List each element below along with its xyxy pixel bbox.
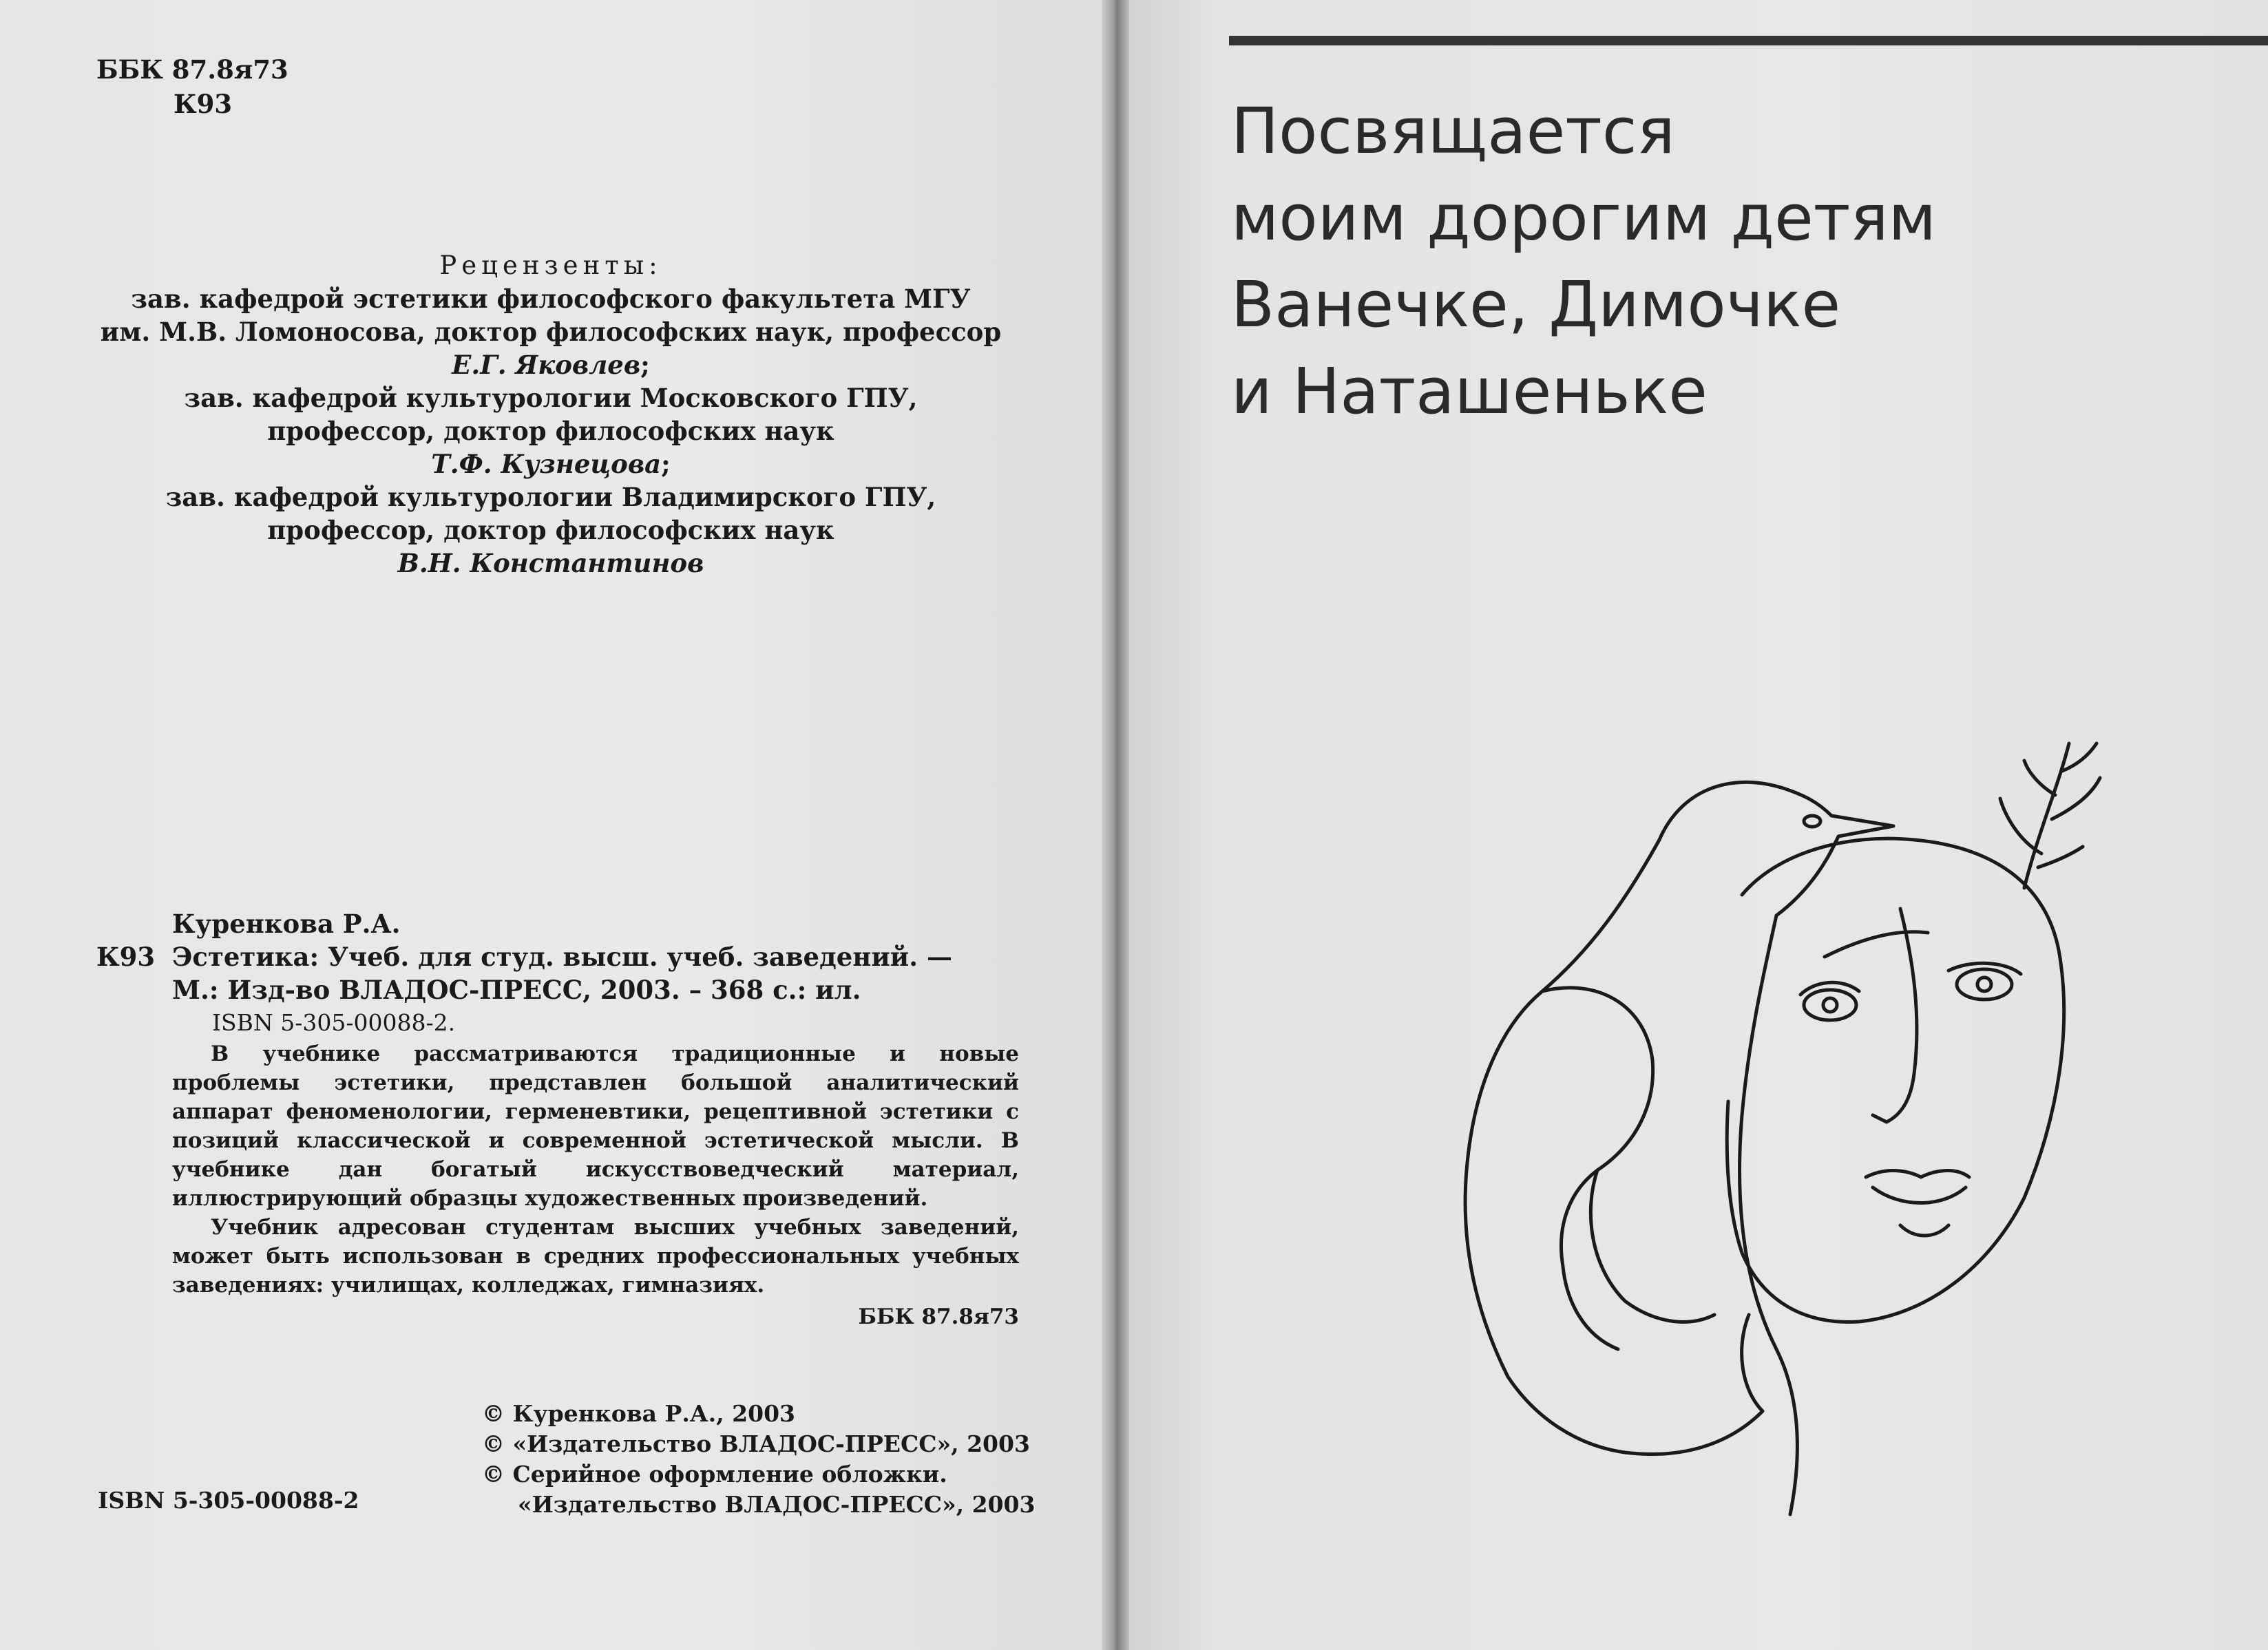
chin <box>1900 1225 1949 1236</box>
bbk-index <box>96 52 288 121</box>
dove-wing <box>1542 988 1653 1349</box>
copyright-line-3: © Серийное оформление обложки. <box>482 1461 947 1488</box>
dove-face-illustration <box>1418 730 2162 1521</box>
reviewers-block <box>83 249 1019 580</box>
reviewer-line: им. М.В. Ломоносова, доктор философских наук, профессор <box>100 317 1002 347</box>
olive-branch <box>2000 743 2100 888</box>
copyright-line-1: © Куренкова Р.А., 2003 <box>482 1400 795 1427</box>
top-rule <box>1229 36 2268 45</box>
reviewer-name <box>83 447 1019 480</box>
dedication-line: Ванечке, Димочке <box>1231 268 1841 341</box>
reviewer-name <box>83 547 1019 580</box>
dove-eye <box>1804 816 1820 827</box>
reviewer-line: зав. кафедрой культурологии Московского ГПУ, <box>184 383 918 413</box>
author-mark: К93 <box>174 89 233 119</box>
reviewer-line: профессор, доктор философских наук <box>267 416 834 446</box>
mouth-upper <box>1866 1171 1969 1177</box>
reviewer-name-text: В.Н. Константинов <box>397 548 704 578</box>
book-gutter <box>1102 0 1129 1650</box>
left-page <box>0 0 1102 1650</box>
catalog-record <box>96 907 1019 1331</box>
nose <box>1873 909 1917 1122</box>
dove-body <box>1465 840 1763 1455</box>
catalog-isbn: ISBN 5-305-00088-2. <box>212 1009 456 1036</box>
annotation-paragraph-1: В учебнике рассматриваются традиционные и новые проблемы эстетики, представлен большой аналитический аппарат феноменологии, герменевтики, рецептивной эстетики с позиций классической и современной эстетической мысли. В учебнике дан богатый искусствоведческий материал, иллюстрирующий образцы художественных произведений. <box>172 1041 1019 1211</box>
annotation-paragraph-2: Учебник адресован студентам высших учебных заведений, может быть использован в средних профессиональных учебных заведениях: училищах, колледжах, гимназиях. <box>172 1215 1019 1298</box>
left-eye <box>1804 990 1856 1020</box>
illustration-svg <box>1418 730 2162 1521</box>
catalog-title-row <box>96 940 1019 973</box>
reviewer-name-suffix: ; <box>661 449 671 479</box>
dedication <box>1231 88 1936 435</box>
bbk-code: ББК 87.8я73 <box>96 54 288 85</box>
reviewer-name <box>83 348 1019 381</box>
dove-head <box>1659 782 1893 916</box>
copyright-block <box>482 1399 1035 1520</box>
dedication-line: Посвящается <box>1231 94 1675 168</box>
right-eye <box>1957 969 2012 999</box>
catalog-author: Куренкова Р.А. <box>172 909 401 939</box>
reviewer-line: профессор, доктор философских наук <box>267 515 834 545</box>
reviewer-name-text: Е.Г. Яковлев <box>452 350 641 380</box>
face-outline <box>1727 838 2064 1322</box>
annotation-bbk: ББК 87.8я73 <box>858 1304 1019 1329</box>
reviewers-heading: Рецензенты: <box>439 251 662 280</box>
catalog-imprint: М.: Изд-во ВЛАДОС-ПРЕСС, 2003. – 368 с.: ил. <box>172 975 861 1005</box>
dove-wing-inner <box>1590 1170 1714 1322</box>
catalog-code: К93 <box>96 942 156 972</box>
dedication-line: и Наташеньке <box>1231 355 1708 428</box>
reviewer-line: зав. кафедрой эстетики философского факультета МГУ <box>131 284 971 314</box>
annotation <box>172 1039 1019 1331</box>
isbn-bottom: ISBN 5-305-00088-2 <box>98 1487 359 1514</box>
eyebrow <box>1825 932 1928 957</box>
reviewer-line: зав. кафедрой культурологии Владимирского ГПУ, <box>165 482 936 512</box>
dedication-line: моим дорогим детям <box>1231 181 1937 255</box>
reviewer-name-suffix: ; <box>640 350 650 380</box>
reviewer-name-text: Т.Ф. Кузнецова <box>431 449 662 479</box>
left-pupil <box>1823 998 1837 1012</box>
mouth-lower <box>1873 1187 1966 1203</box>
copyright-line-2: © «Издательство ВЛАДОС-ПРЕСС», 2003 <box>482 1430 1030 1457</box>
copyright-line-4: «Издательство ВЛАДОС-ПРЕСС», 2003 <box>518 1491 1036 1518</box>
catalog-title: Эстетика: Учеб. для студ. высш. учеб. заведений. — <box>172 942 953 972</box>
reviewer-lines <box>83 282 1019 580</box>
right-pupil <box>1977 977 1991 991</box>
